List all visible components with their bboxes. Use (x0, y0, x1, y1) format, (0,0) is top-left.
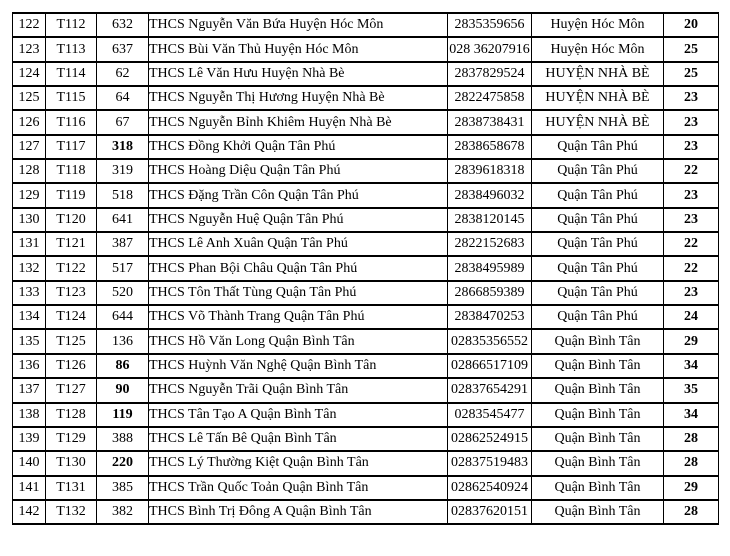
table-row (13, 159, 719, 183)
cell-count: 22 (664, 232, 719, 256)
cell-index: 135 (13, 329, 46, 353)
cell-phone: 2838496032 (448, 183, 532, 207)
cell-code: T115 (46, 86, 97, 110)
cell-phone: 02837654291 (448, 378, 532, 402)
cell-index: 141 (13, 476, 46, 500)
cell-school-name: THCS Hoàng Diệu Quận Tân Phú (149, 159, 448, 183)
cell-school-name: THCS Huỳnh Văn Nghệ Quận Bình Tân (149, 354, 448, 378)
cell-count: 28 (664, 451, 719, 475)
cell-index: 127 (13, 135, 46, 159)
table-row (13, 329, 719, 353)
cell-district: HUYỆN NHÀ BÈ (532, 86, 664, 110)
cell-count: 35 (664, 378, 719, 402)
cell-phone: 2822475858 (448, 86, 532, 110)
cell-count: 23 (664, 208, 719, 232)
school-list-table (12, 12, 719, 525)
cell-code: T123 (46, 281, 97, 305)
table-row (13, 37, 719, 61)
cell-school-name: THCS Nguyễn Trãi Quận Bình Tân (149, 378, 448, 402)
table-row (13, 403, 719, 427)
cell-index: 131 (13, 232, 46, 256)
cell-school-name: THCS Nguyễn Huệ Quận Tân Phú (149, 208, 448, 232)
cell-school-name: THCS Đặng Trần Côn Quận Tân Phú (149, 183, 448, 207)
cell-count: 22 (664, 159, 719, 183)
cell-number: 90 (97, 378, 149, 402)
cell-number: 220 (97, 451, 149, 475)
table-row (13, 62, 719, 86)
cell-index: 124 (13, 62, 46, 86)
cell-code: T125 (46, 329, 97, 353)
cell-district: Quận Tân Phú (532, 232, 664, 256)
cell-number: 641 (97, 208, 149, 232)
cell-number: 67 (97, 110, 149, 134)
cell-phone: 2866859389 (448, 281, 532, 305)
cell-count: 28 (664, 500, 719, 524)
cell-number: 520 (97, 281, 149, 305)
cell-code: T116 (46, 110, 97, 134)
cell-school-name: THCS Tân Tạo A Quận Bình Tân (149, 403, 448, 427)
cell-phone: 2838470253 (448, 305, 532, 329)
cell-code: T129 (46, 427, 97, 451)
cell-district: Huyện Hóc Môn (532, 37, 664, 61)
cell-count: 28 (664, 427, 719, 451)
cell-code: T114 (46, 62, 97, 86)
table-row (13, 110, 719, 134)
cell-school-name: THCS Bùi Văn Thủ Huyện Hóc Môn (149, 37, 448, 61)
cell-index: 133 (13, 281, 46, 305)
cell-school-name: THCS Tôn Thất Tùng Quận Tân Phú (149, 281, 448, 305)
cell-code: T130 (46, 451, 97, 475)
cell-number: 637 (97, 37, 149, 61)
cell-district: Quận Tân Phú (532, 256, 664, 280)
cell-number: 387 (97, 232, 149, 256)
cell-number: 62 (97, 62, 149, 86)
cell-code: T127 (46, 378, 97, 402)
cell-index: 137 (13, 378, 46, 402)
cell-district: Quận Bình Tân (532, 354, 664, 378)
cell-phone: 2838658678 (448, 135, 532, 159)
cell-code: T112 (46, 13, 97, 37)
table-row (13, 232, 719, 256)
cell-school-name: THCS Nguyễn Thị Hương Huyện Nhà Bè (149, 86, 448, 110)
cell-index: 123 (13, 37, 46, 61)
cell-code: T121 (46, 232, 97, 256)
table-row (13, 183, 719, 207)
cell-phone: 02866517109 (448, 354, 532, 378)
cell-district: Quận Tân Phú (532, 159, 664, 183)
table-row (13, 476, 719, 500)
cell-phone: 02837519483 (448, 451, 532, 475)
cell-count: 20 (664, 13, 719, 37)
cell-count: 22 (664, 256, 719, 280)
cell-number: 86 (97, 354, 149, 378)
table-row (13, 13, 719, 37)
cell-count: 23 (664, 86, 719, 110)
cell-index: 138 (13, 403, 46, 427)
cell-district: Quận Tân Phú (532, 208, 664, 232)
cell-phone: 2835359656 (448, 13, 532, 37)
cell-school-name: THCS Đồng Khởi Quận Tân Phú (149, 135, 448, 159)
cell-code: T126 (46, 354, 97, 378)
cell-school-name: THCS Lê Tấn Bê Quận Bình Tân (149, 427, 448, 451)
cell-index: 122 (13, 13, 46, 37)
table-row (13, 135, 719, 159)
cell-number: 64 (97, 86, 149, 110)
cell-index: 139 (13, 427, 46, 451)
cell-code: T113 (46, 37, 97, 61)
cell-count: 25 (664, 62, 719, 86)
table-row (13, 354, 719, 378)
cell-school-name: THCS Phan Bội Châu Quận Tân Phú (149, 256, 448, 280)
cell-index: 126 (13, 110, 46, 134)
table-row (13, 378, 719, 402)
cell-district: Quận Tân Phú (532, 305, 664, 329)
cell-index: 136 (13, 354, 46, 378)
cell-phone: 02862540924 (448, 476, 532, 500)
cell-number: 382 (97, 500, 149, 524)
table-row (13, 500, 719, 524)
cell-school-name: THCS Hồ Văn Long Quận Bình Tân (149, 329, 448, 353)
cell-code: T122 (46, 256, 97, 280)
cell-phone: 02862524915 (448, 427, 532, 451)
cell-code: T124 (46, 305, 97, 329)
cell-code: T120 (46, 208, 97, 232)
cell-count: 23 (664, 281, 719, 305)
cell-code: T118 (46, 159, 97, 183)
cell-count: 23 (664, 183, 719, 207)
cell-number: 388 (97, 427, 149, 451)
cell-count: 24 (664, 305, 719, 329)
cell-district: Quận Bình Tân (532, 403, 664, 427)
cell-count: 34 (664, 403, 719, 427)
cell-index: 129 (13, 183, 46, 207)
cell-number: 518 (97, 183, 149, 207)
table-row (13, 427, 719, 451)
cell-school-name: THCS Lý Thường Kiệt Quận Bình Tân (149, 451, 448, 475)
cell-district: HUYỆN NHÀ BÈ (532, 110, 664, 134)
cell-phone: 2822152683 (448, 232, 532, 256)
cell-phone: 02835356552 (448, 329, 532, 353)
table-row (13, 256, 719, 280)
cell-index: 130 (13, 208, 46, 232)
cell-school-name: THCS Võ Thành Trang Quận Tân Phú (149, 305, 448, 329)
cell-number: 136 (97, 329, 149, 353)
cell-district: Quận Tân Phú (532, 183, 664, 207)
cell-phone: 028 36207916 (448, 37, 532, 61)
cell-phone: 2839618318 (448, 159, 532, 183)
table-row (13, 86, 719, 110)
cell-school-name: THCS Trần Quốc Toản Quận Bình Tân (149, 476, 448, 500)
cell-district: HUYỆN NHÀ BÈ (532, 62, 664, 86)
cell-count: 23 (664, 110, 719, 134)
cell-index: 125 (13, 86, 46, 110)
cell-phone: 0283545477 (448, 403, 532, 427)
cell-index: 140 (13, 451, 46, 475)
cell-count: 25 (664, 37, 719, 61)
cell-number: 319 (97, 159, 149, 183)
cell-code: T117 (46, 135, 97, 159)
cell-number: 517 (97, 256, 149, 280)
cell-code: T128 (46, 403, 97, 427)
table-row (13, 305, 719, 329)
cell-count: 23 (664, 135, 719, 159)
table-body (13, 13, 719, 524)
cell-phone: 2837829524 (448, 62, 532, 86)
cell-district: Quận Bình Tân (532, 476, 664, 500)
cell-phone: 2838495989 (448, 256, 532, 280)
cell-district: Quận Bình Tân (532, 378, 664, 402)
cell-district: Quận Bình Tân (532, 451, 664, 475)
cell-index: 142 (13, 500, 46, 524)
table-row (13, 208, 719, 232)
cell-number: 632 (97, 13, 149, 37)
cell-count: 34 (664, 354, 719, 378)
cell-school-name: THCS Bình Trị Đông A Quận Bình Tân (149, 500, 448, 524)
cell-index: 134 (13, 305, 46, 329)
cell-phone: 2838120145 (448, 208, 532, 232)
cell-district: Quận Tân Phú (532, 135, 664, 159)
cell-code: T119 (46, 183, 97, 207)
cell-district: Huyện Hóc Môn (532, 13, 664, 37)
cell-district: Quận Bình Tân (532, 329, 664, 353)
cell-index: 128 (13, 159, 46, 183)
cell-district: Quận Bình Tân (532, 427, 664, 451)
cell-count: 29 (664, 476, 719, 500)
table-row (13, 451, 719, 475)
cell-number: 318 (97, 135, 149, 159)
cell-district: Quận Tân Phú (532, 281, 664, 305)
cell-count: 29 (664, 329, 719, 353)
cell-number: 385 (97, 476, 149, 500)
cell-school-name: THCS Lê Văn Hưu Huyện Nhà Bè (149, 62, 448, 86)
cell-district: Quận Bình Tân (532, 500, 664, 524)
cell-school-name: THCS Lê Anh Xuân Quận Tân Phú (149, 232, 448, 256)
cell-school-name: THCS Nguyễn Văn Bứa Huyện Hóc Môn (149, 13, 448, 37)
cell-number: 119 (97, 403, 149, 427)
table-row (13, 281, 719, 305)
cell-phone: 02837620151 (448, 500, 532, 524)
cell-code: T132 (46, 500, 97, 524)
cell-index: 132 (13, 256, 46, 280)
cell-phone: 2838738431 (448, 110, 532, 134)
cell-school-name: THCS Nguyễn Bỉnh Khiêm Huyện Nhà Bè (149, 110, 448, 134)
cell-number: 644 (97, 305, 149, 329)
cell-code: T131 (46, 476, 97, 500)
